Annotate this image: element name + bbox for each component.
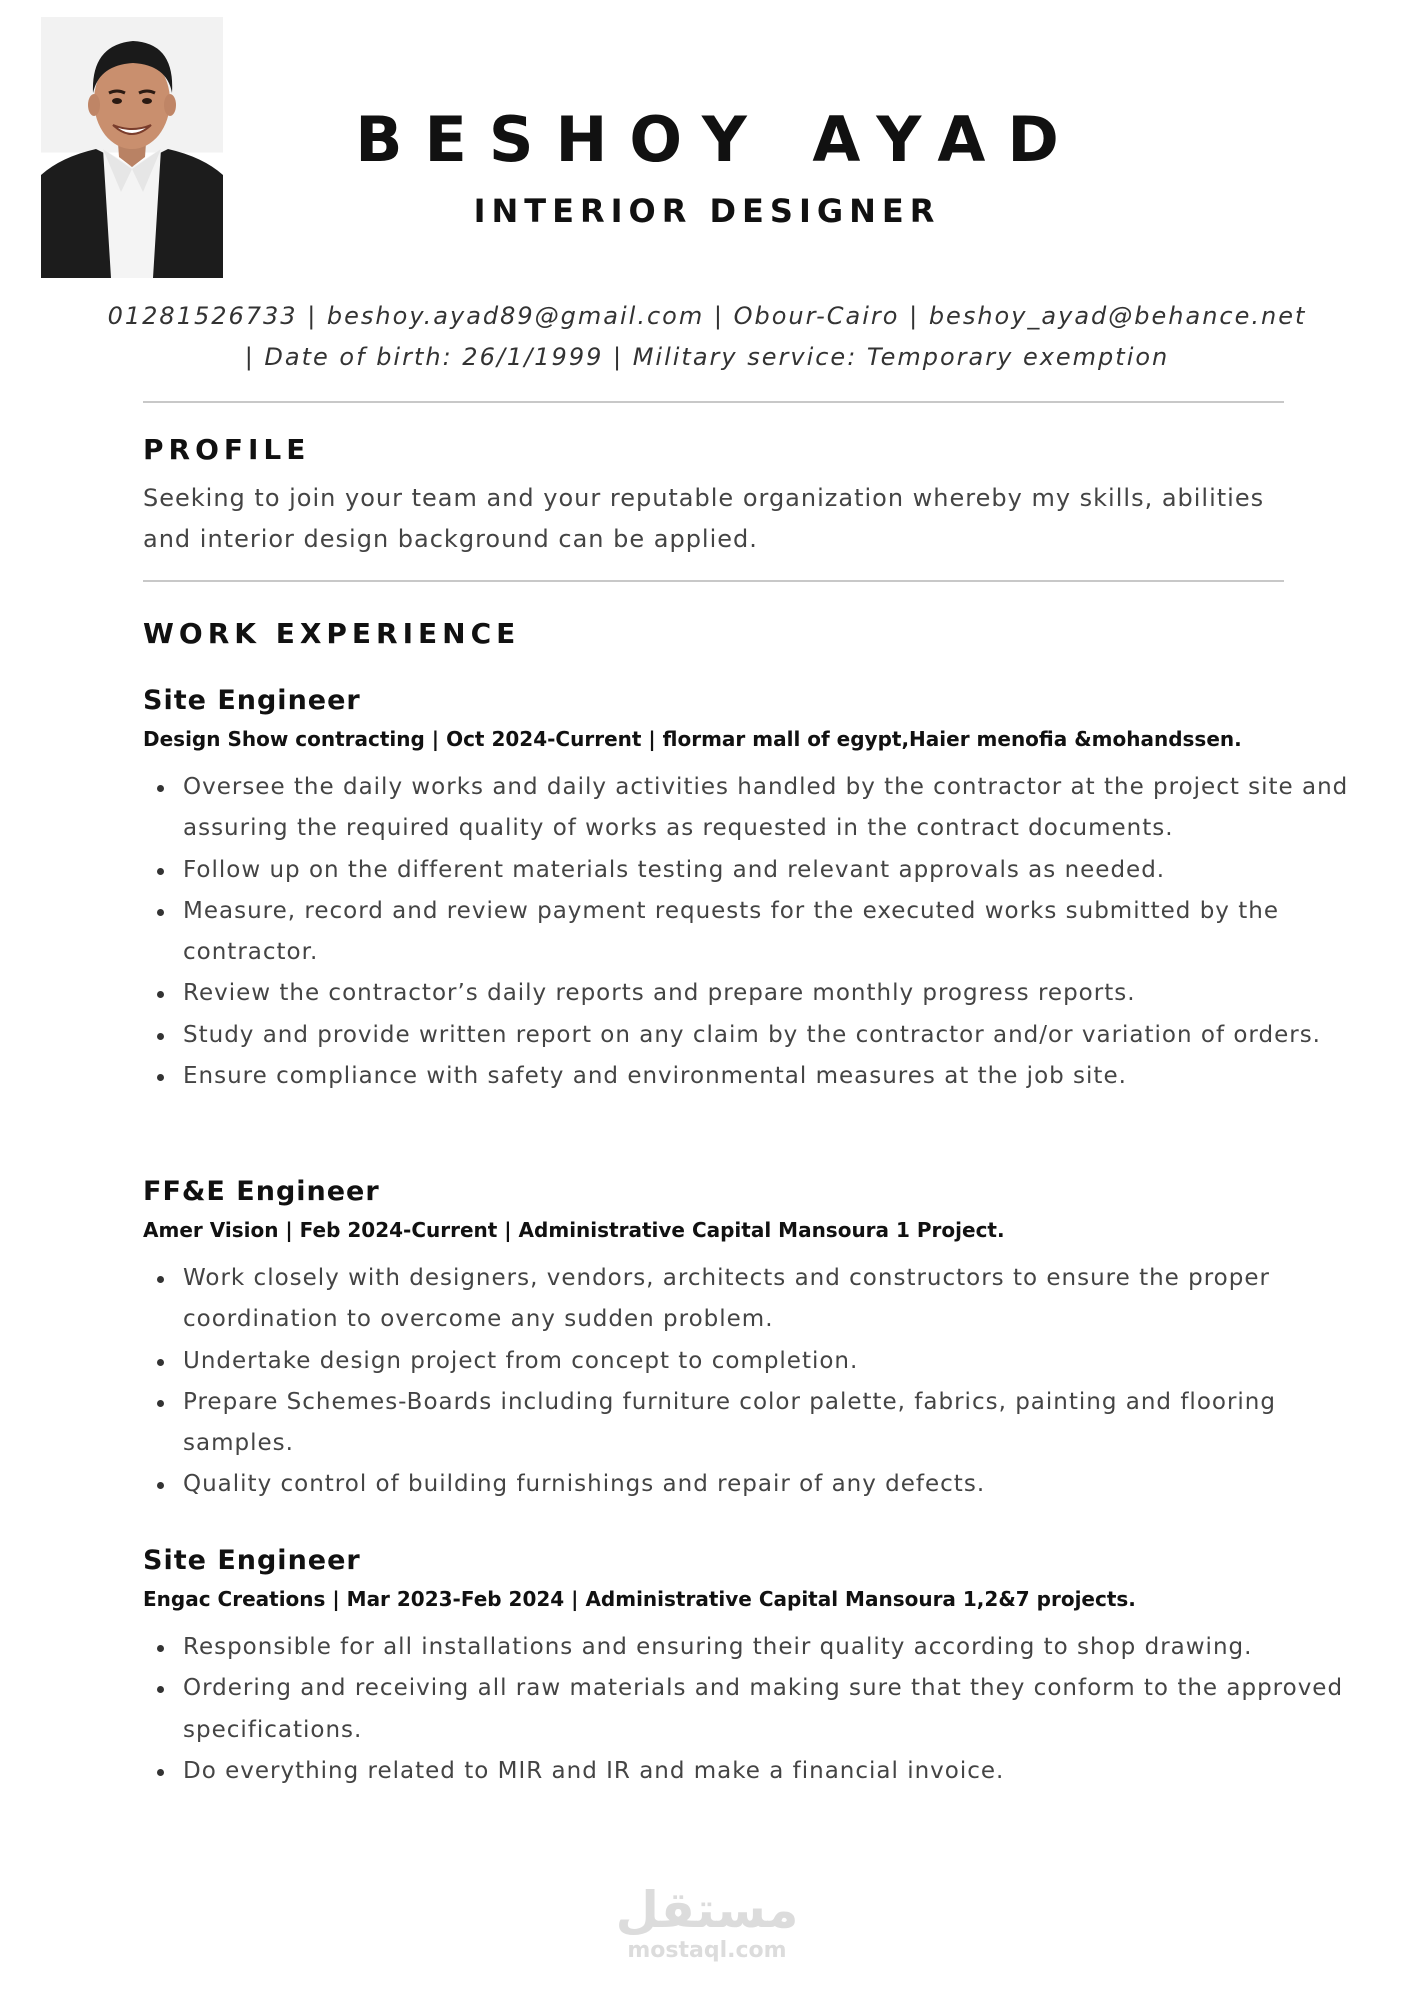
job-entry bbox=[143, 683, 1383, 1097]
duty-item: Quality control of building furnishings and repair of any defects. bbox=[143, 1464, 1383, 1505]
profile-summary: Seeking to join your team and your reputable organization whereby my skills, abilities and interior design background can be applied. bbox=[143, 484, 1265, 553]
watermark-latin: mostaql.com bbox=[627, 1938, 787, 1963]
duty-item: Review the contractor’s daily reports and prepare monthly progress reports. bbox=[143, 973, 1383, 1014]
personal-details-line: | Date of birth: 26/1/1999 | Military service: Temporary exemption bbox=[244, 343, 1170, 371]
job-role: Site Engineer bbox=[143, 685, 361, 716]
duty-item: Do everything related to MIR and IR and make a financial invoice. bbox=[143, 1751, 1383, 1792]
job-duties-list bbox=[143, 1258, 1383, 1506]
duty-item: Measure, record and review payment requests for the executed works submitted by the contractor. bbox=[143, 891, 1383, 974]
job-role: Site Engineer bbox=[143, 1545, 361, 1576]
duty-item: Oversee the daily works and daily activities handled by the contractor at the project site and assuring the required quality of works as requested in the contract documents. bbox=[143, 767, 1383, 850]
duty-item: Ordering and receiving all raw materials and making sure that they conform to the approved specifications. bbox=[143, 1668, 1383, 1751]
job-company-dates: Engac Creations | Mar 2023-Feb 2024 | Administrative Capital Mansoura 1,2&7 projects. bbox=[143, 1587, 1136, 1611]
job-duties-list bbox=[143, 1627, 1383, 1792]
watermark-arabic: مستقل bbox=[615, 1881, 799, 1939]
duty-item: Study and provide written report on any claim by the contractor and/or variation of orders. bbox=[143, 1015, 1383, 1056]
job-company-dates: Amer Vision | Feb 2024-Current | Administrative Capital Mansoura 1 Project. bbox=[143, 1218, 1005, 1242]
duty-item: Prepare Schemes-Boards including furniture color palette, fabrics, painting and flooring samples. bbox=[143, 1382, 1383, 1465]
job-title-heading: INTERIOR DESIGNER bbox=[473, 192, 941, 230]
job-role: FF&E Engineer bbox=[143, 1176, 380, 1207]
duty-item: Undertake design project from concept to completion. bbox=[143, 1341, 1383, 1382]
mostaql-watermark bbox=[607, 1882, 807, 1964]
duty-item: Ensure compliance with safety and environmental measures at the job site. bbox=[143, 1056, 1383, 1097]
divider bbox=[143, 580, 1284, 582]
duty-item: Work closely with designers, vendors, architects and constructors to ensure the proper coordination to overcome any sudden problem. bbox=[143, 1258, 1383, 1341]
candidate-name: BESHOY AYAD bbox=[355, 103, 1081, 176]
duty-item: Responsible for all installations and ensuring their quality according to shop drawing. bbox=[143, 1627, 1383, 1668]
contact-line: 01281526733 | beshoy.ayad89@gmail.com | Obour-Cairo | beshoy_ayad@behance.net bbox=[107, 302, 1307, 330]
job-company-dates: Design Show contracting | Oct 2024-Current | flormar mall of egypt,Haier menofia &mohandssen. bbox=[143, 727, 1242, 751]
job-duties-list bbox=[143, 767, 1383, 1097]
duty-item: Follow up on the different materials testing and relevant approvals as needed. bbox=[143, 850, 1383, 891]
profile-heading: PROFILE bbox=[143, 433, 311, 466]
job-entry bbox=[143, 1174, 1383, 1506]
work-experience-heading: WORK EXPERIENCE bbox=[143, 617, 521, 650]
job-entry bbox=[143, 1543, 1383, 1792]
divider bbox=[143, 401, 1284, 403]
